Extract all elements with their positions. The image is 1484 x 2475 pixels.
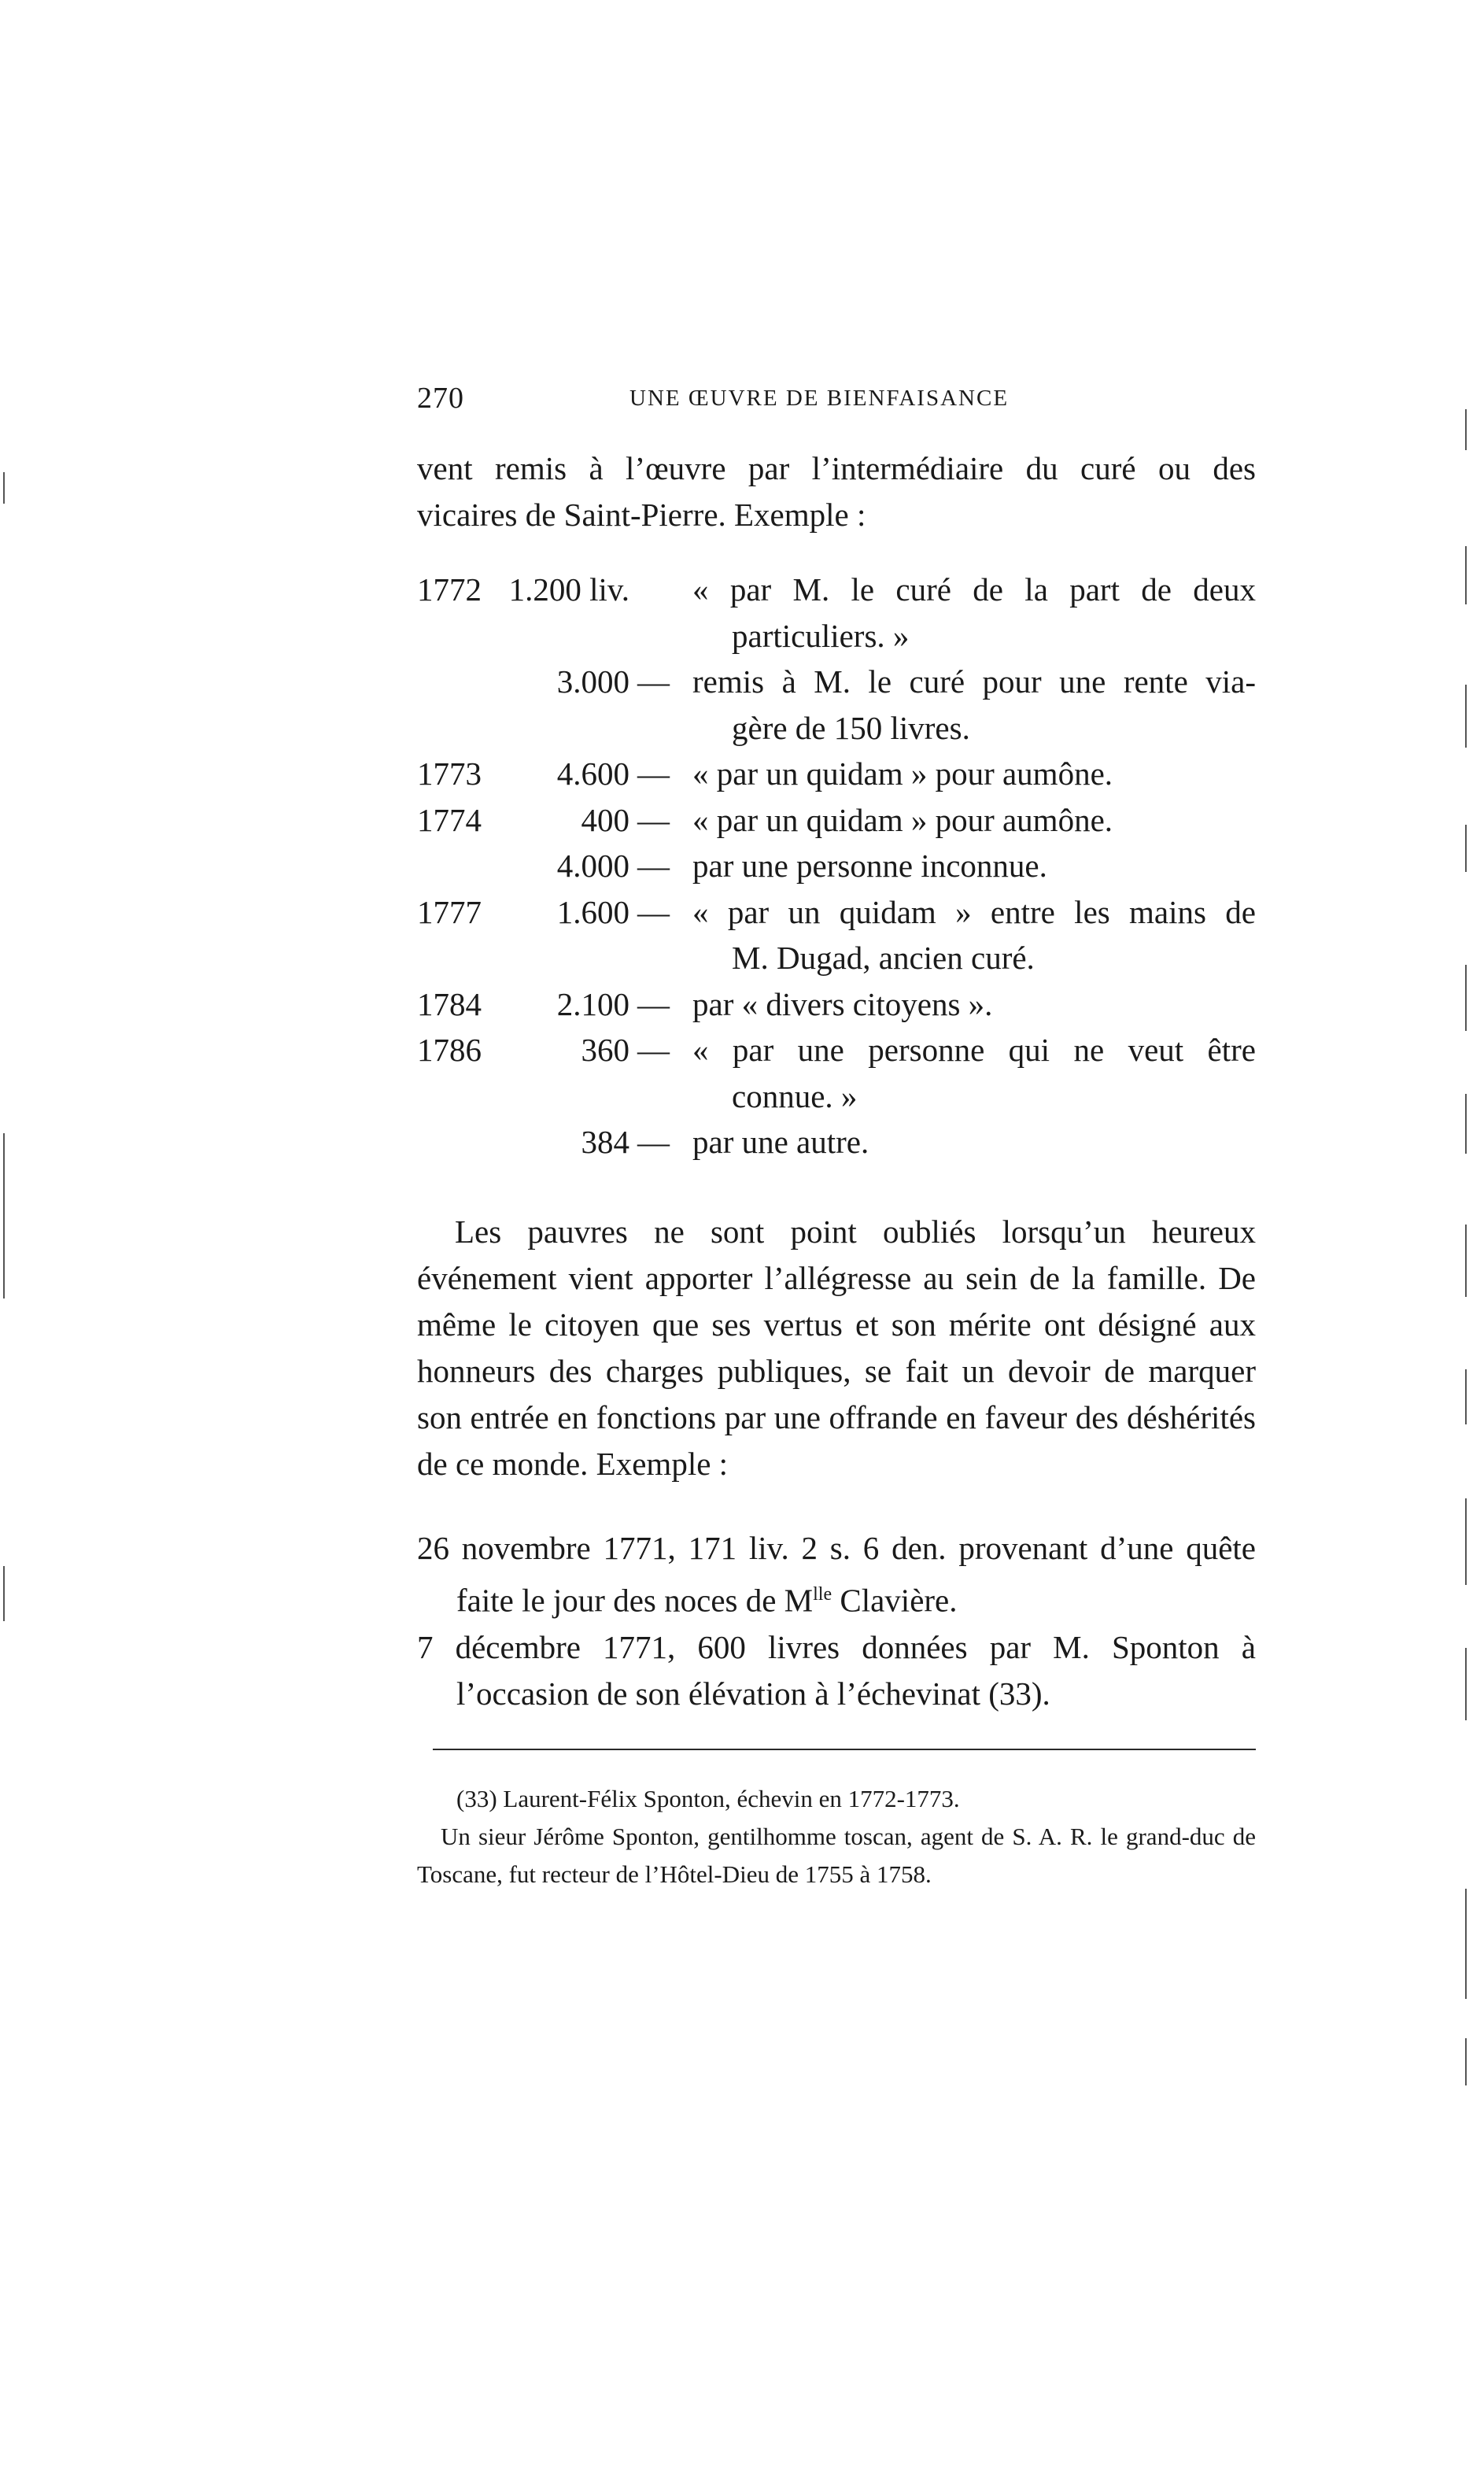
ledger-amount: 3.000 [556, 663, 629, 700]
ledger-dash: — [637, 663, 670, 700]
ledger-row [417, 843, 1256, 889]
ledger-description: par « divers citoyens ». [692, 985, 993, 1022]
ledger-row-continuation [417, 613, 1256, 659]
ledger-amount: 1.200 liv. [508, 571, 629, 608]
ledger-amount: 400 [581, 801, 629, 838]
entry-text: 26 novembre 1771, 171 liv. 2 s. 6 den. provenant d’une quête faite le jour des noces de M [417, 1530, 1256, 1619]
page-number: 270 [417, 382, 464, 415]
ledger-row [417, 659, 1256, 705]
footnotes [417, 1780, 1256, 1893]
ledger-year: 1784 [417, 985, 482, 1022]
ledger-description-continued: connue. » [732, 1077, 858, 1114]
scan-artifact [1465, 409, 1467, 450]
ledger-description: « par une personne qui ne veut être [692, 1032, 1256, 1068]
scan-artifact [1465, 1369, 1467, 1424]
ledger-description: « par un quidam » pour aumône. [692, 755, 1113, 792]
ledger-description: par une personne inconnue. [692, 848, 1047, 884]
ledger-amount: 384 [581, 1124, 629, 1160]
scan-artifact [1465, 546, 1467, 604]
ledger-row [417, 1119, 1256, 1165]
ledger-row [417, 567, 1256, 613]
ledger-row-continuation [417, 935, 1256, 981]
ledger-dash: — [637, 848, 670, 884]
footnote-33: (33) Laurent-Félix Sponton, échevin en 1772-1773. [456, 1785, 960, 1812]
ledger-description: par une autre. [692, 1124, 869, 1160]
ledger-row [417, 981, 1256, 1028]
ledger-amount: 4.600 [556, 755, 629, 792]
footnote-continuation: Un sieur Jérôme Sponton, gentilhomme toscan, agent de S. A. R. le grand-duc de Toscane, fut recteur de l’Hôtel-Dieu de 1755 à 1758. [417, 1823, 1256, 1888]
ledger-amount: 360 [581, 1032, 629, 1068]
scan-artifact [3, 1133, 5, 1298]
scan-artifact [1465, 825, 1467, 872]
ledger-description: « par M. le curé de la part de deux [692, 571, 1256, 608]
entry-superscript: lle [813, 1584, 832, 1605]
scan-artifact [1465, 1225, 1467, 1297]
ledger-year: 1774 [417, 801, 482, 838]
paragraph-line: vent remis à l’œuvre par l’intermédiaire du curé ou des [417, 450, 1256, 486]
ledger-amount: 2.100 [556, 985, 629, 1022]
ledger-row [417, 751, 1256, 797]
ledger-year: 1786 [417, 1032, 482, 1068]
donation-ledger [417, 567, 1256, 1165]
ledger-amount: 1.600 [556, 893, 629, 930]
scan-artifact [1465, 1889, 1467, 1999]
ledger-dash: — [637, 1124, 670, 1160]
entry-wedding [417, 1525, 1256, 1624]
footnote-divider [433, 1749, 1256, 1750]
ledger-dash: — [637, 893, 670, 930]
donation-entries [417, 1525, 1256, 1717]
ledger-dash: — [637, 1032, 670, 1068]
ledger-dash: — [637, 755, 670, 792]
paragraph-poor: Les pauvres ne sont point oubliés lorsqu’un heureux événement vient apporter l’allégresse au sein de la famille. De même le citoyen que ses vertus et son mérite ont désigné aux honneurs des charges publiques, se fait un devoir de marquer son entrée en fonctions par une offrande en faveur des déshérités de ce monde. Exemple : [417, 1213, 1256, 1482]
ledger-year: 1773 [417, 755, 482, 792]
ledger-year: 1777 [417, 893, 482, 930]
ledger-description: remis à M. le curé pour une rente via- [692, 663, 1256, 700]
scan-artifact [1465, 2038, 1467, 2085]
ledger-description: « par un quidam » pour aumône. [692, 801, 1113, 838]
ledger-description-continued: gère de 150 livres. [732, 709, 970, 746]
scan-artifact [1465, 685, 1467, 748]
scan-artifact [1465, 1498, 1467, 1585]
page-header [417, 381, 1256, 428]
ledger-row-continuation [417, 1073, 1256, 1120]
ledger-row [417, 889, 1256, 936]
ledger-year: 1772 [417, 571, 482, 608]
ledger-row [417, 1027, 1256, 1073]
entry-echevinat: 7 décembre 1771, 600 livres données par M. Sponton à l’occasion de son élévation à l’échevinat (33). [417, 1628, 1256, 1712]
scan-artifact [3, 472, 5, 504]
ledger-dash: — [637, 801, 670, 838]
ledger-description-continued: particuliers. » [732, 617, 910, 654]
ledger-description: « par un quidam » entre les mains de [692, 893, 1256, 930]
running-title: UNE ŒUVRE DE BIENFAISANCE [629, 386, 1010, 411]
entry-text: Clavière. [832, 1582, 958, 1619]
ledger-row [417, 797, 1256, 844]
paragraph-line: vicaires de Saint-Pierre. Exemple : [417, 497, 866, 533]
ledger-description-continued: M. Dugad, ancien curé. [732, 940, 1035, 976]
ledger-amount: 4.000 [556, 848, 629, 884]
ledger-row-continuation [417, 705, 1256, 752]
scan-artifact [1465, 965, 1467, 1031]
scan-artifact [1465, 1094, 1467, 1154]
scan-artifact [3, 1566, 5, 1621]
paragraph-intro [417, 445, 1256, 538]
scan-artifact [1465, 1648, 1467, 1720]
ledger-dash: — [637, 985, 670, 1022]
